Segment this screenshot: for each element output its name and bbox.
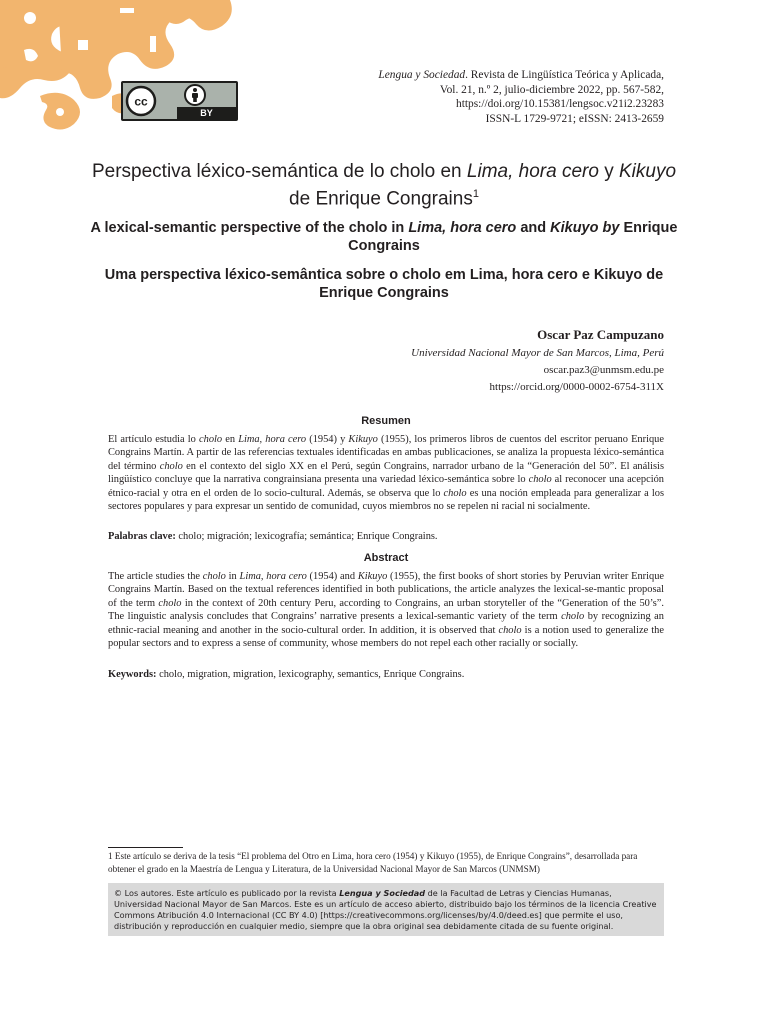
title-es-lima: Lima, hora cero xyxy=(466,161,599,182)
attribution-person-icon xyxy=(184,84,206,106)
abstract-keywords: Keywords: cholo, migration, migration, lexicography, semantics, Enrique Congrains. xyxy=(108,669,465,680)
license-text: © Los autores. Este artículo es publicado por la revista Lengua y Sociedad de la Facultad de Letras y Ciencias Humanas, Universidad Nacional Mayor de San Marcos. Este es un artículo de acceso abierto, distribuido bajo los términos de la licencia Creative Commons Atribución 4.0 Internacional (CC BY 4.0) [https://creativecommons.org/licenses/by/4.0/deed.es] que permite el uso, distribución y reproducción en cualquier medio, siempre que la obra original sea debidamente citada de su fuente original. xyxy=(114,888,657,931)
footnote-marker[interactable]: 1 xyxy=(472,188,479,200)
doi-link[interactable]: https://doi.org/10.15381/lengsoc.v21i2.23283 xyxy=(456,98,664,110)
author-name: Oscar Paz Campuzano xyxy=(537,327,664,342)
resumen-heading: Resumen xyxy=(361,415,411,427)
journal-line-1: Lengua y Sociedad. Revista de Lingüística Teórica y Aplicada, xyxy=(378,69,664,81)
cc-by-license-badge[interactable] xyxy=(121,81,238,121)
abstract-text: The article studies the cholo in Lima, hora cero (1954) and Kikuyo (1955), the first books of short stories by Peruvian writer Enrique Congrains Martín. Based on the textual references identified in both publications, the article analyzes the lexical-se-mantic proposal of the term cholo in the context of 20th century Peru, according to Congrains, an urban storyteller of the “Generation of the 50’s”. The linguistic analysis concludes that Congrains’ narrative presents a lexical-semantic variety of the term cholo by recognizing an ethnic-racial meaning and another in the socio-cultural order. In addition, it is observed that cholo is a notion used to generalize the popular sectors and to express a sense of community, whose members do not repel each other racially or socially. xyxy=(108,571,665,650)
journal-name: Lengua y Sociedad xyxy=(378,69,466,81)
footnote-divider xyxy=(108,847,183,848)
abstract-heading: Abstract xyxy=(363,552,409,564)
license-journal-name: Lengua y Sociedad xyxy=(339,888,426,898)
resumen-text: El artículo estudia lo cholo en Lima, hora cero (1954) y Kikuyo (1955), los primeros libros de cuentos del escritor peruano Enrique Congrains Martín. A partir de las referencias textuales identificadas en ambas publicaciones, se analiza la propuesta léxico-semántica del término cholo en el contexto del siglo XX en el Perú, según Congrains, narrador urbano de la “Generación del 50”. El análisis lingüístico concluye que la narrativa congrainsiana presenta una variedad léxico-semántica sobre lo cholo al reconocer una acepción étnico-racial y otra en el orden de lo socio-cultural. Además, se observa que lo cholo es una noción empleada para generalizar a los sectores populares y para expresar un sentido de comunidad, cuyos miembros no se repelen ni racial ni socialmente. xyxy=(108,434,664,513)
article-title-es: Perspectiva léxico-semántica de lo cholo en Lima, hora cero y Kikuyo de Enrique Congrains$^1$ xyxy=(91,161,677,210)
keywords-label-en: Keywords: xyxy=(108,669,157,680)
article-title-en: A lexical-semantic perspective of the cholo in Lima, hora cero and Kikuyo by Enrique Congrains xyxy=(90,220,678,254)
cc-icon xyxy=(125,85,157,117)
license-box xyxy=(108,883,664,936)
footnote-text: 1 Este artículo se deriva de la tesis “El problema del Otro en Lima, hora cero (1954) y Kikuyo (1955), de Enrique Congrains”, desarrollada para obtener el grado en la Maestría de Lengua y Literatura, de la Universidad Nacional Mayor de San Marcos (UNMSM) xyxy=(108,851,638,874)
title-es-kikuyo: Kikuyo xyxy=(618,161,677,182)
issn-line: ISSN-L 1729-9721; eISSN: 2413-2659 xyxy=(485,112,664,125)
journal-reference xyxy=(244,68,664,126)
author-affiliation: Universidad Nacional Mayor de San Marcos, Lima, Perú xyxy=(411,347,664,359)
article-title-pt: Uma perspectiva léxico-semântica sobre o cholo em Lima, hora cero e Kikuyo de Enrique Congrains xyxy=(104,267,664,301)
svg-text:cc: cc xyxy=(134,94,148,109)
author-orcid[interactable]: https://orcid.org/0000-0002-6754-311X xyxy=(489,381,664,393)
cc-by-label: BY xyxy=(177,107,236,119)
journal-volume-line: Vol. 21, n.º 2, julio-diciembre 2022, pp. 567-582, xyxy=(439,83,664,96)
keywords-label-es: Palabras clave: xyxy=(108,531,176,542)
resumen-keywords: Palabras clave: cholo; migración; lexicografía; semántica; Enrique Congrains. xyxy=(108,531,438,542)
author-block xyxy=(264,325,664,396)
author-email[interactable]: oscar.paz3@unmsm.edu.pe xyxy=(543,364,664,376)
